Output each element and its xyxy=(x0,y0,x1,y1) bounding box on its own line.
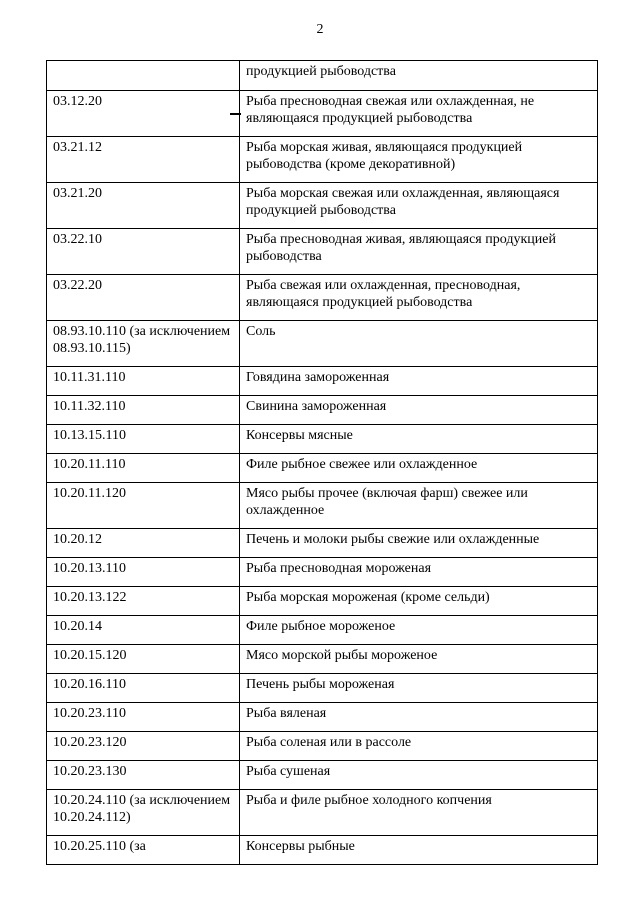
code-cell: 10.20.12 xyxy=(47,529,240,558)
code-cell: 03.21.12 xyxy=(47,137,240,183)
name-cell: Консервы мясные xyxy=(240,425,598,454)
table-row xyxy=(47,761,598,790)
table-row xyxy=(47,367,598,396)
table-row xyxy=(47,616,598,645)
code-cell: 10.20.11.110 xyxy=(47,454,240,483)
table-row xyxy=(47,732,598,761)
name-cell: Рыба пресноводная мороженая xyxy=(240,558,598,587)
code-cell: 10.20.24.110 (за исключением 10.20.24.112) xyxy=(47,790,240,836)
table-row xyxy=(47,836,598,865)
name-cell: Филе рыбное мороженое xyxy=(240,616,598,645)
table-row xyxy=(47,529,598,558)
name-cell: Соль xyxy=(240,321,598,367)
table-row xyxy=(47,396,598,425)
table-row xyxy=(47,275,598,321)
code-cell: 08.93.10.110 (за исключением 08.93.10.115) xyxy=(47,321,240,367)
code-cell: 10.13.15.110 xyxy=(47,425,240,454)
code-cell: 10.20.25.110 (за xyxy=(47,836,240,865)
code-cell: 10.11.31.110 xyxy=(47,367,240,396)
name-cell: продукцией рыбоводства xyxy=(240,61,598,91)
table-row xyxy=(47,558,598,587)
name-cell: Говядина замороженная xyxy=(240,367,598,396)
code-cell: 03.12.20 xyxy=(47,91,240,137)
name-cell: Консервы рыбные xyxy=(240,836,598,865)
table-row xyxy=(47,587,598,616)
name-cell: Мясо морской рыбы мороженое xyxy=(240,645,598,674)
code-cell: 10.20.23.120 xyxy=(47,732,240,761)
code-cell: 10.20.13.122 xyxy=(47,587,240,616)
name-cell: Мясо рыбы прочее (включая фарш) свежее или охлажденное xyxy=(240,483,598,529)
name-cell: Печень и молоки рыбы свежие или охлажденные xyxy=(240,529,598,558)
code-cell: 03.22.10 xyxy=(47,229,240,275)
name-cell: Рыба вяленая xyxy=(240,703,598,732)
table-row xyxy=(47,674,598,703)
table-row xyxy=(47,229,598,275)
code-cell: 10.20.15.120 xyxy=(47,645,240,674)
name-cell: Рыба и филе рыбное холодного копчения xyxy=(240,790,598,836)
handwritten-dash-mark xyxy=(230,113,241,115)
code-cell: 03.22.20 xyxy=(47,275,240,321)
name-cell: Рыба пресноводная свежая или охлажденная, не являющаяся продукцией рыбоводства xyxy=(240,91,598,137)
name-cell: Рыба сушеная xyxy=(240,761,598,790)
name-cell: Рыба свежая или охлажденная, пресноводная, являющаяся продукцией рыбоводства xyxy=(240,275,598,321)
code-cell: 10.20.16.110 xyxy=(47,674,240,703)
table-row xyxy=(47,790,598,836)
table-row xyxy=(47,91,598,137)
code-cell: 10.20.23.130 xyxy=(47,761,240,790)
table-row xyxy=(47,703,598,732)
name-cell: Рыба морская живая, являющаяся продукцией рыбоводства (кроме декоративной) xyxy=(240,137,598,183)
name-cell: Филе рыбное свежее или охлажденное xyxy=(240,454,598,483)
table-row xyxy=(47,321,598,367)
page-number: 2 xyxy=(316,22,324,37)
code-cell: 10.20.23.110 xyxy=(47,703,240,732)
name-cell: Рыба соленая или в рассоле xyxy=(240,732,598,761)
table-row xyxy=(47,425,598,454)
name-cell: Печень рыбы мороженая xyxy=(240,674,598,703)
code-cell: 10.11.32.110 xyxy=(47,396,240,425)
name-cell: Свинина замороженная xyxy=(240,396,598,425)
code-cell xyxy=(47,61,240,91)
table-row xyxy=(47,137,598,183)
code-cell: 03.21.20 xyxy=(47,183,240,229)
code-cell: 10.20.14 xyxy=(47,616,240,645)
name-cell: Рыба морская мороженая (кроме сельди) xyxy=(240,587,598,616)
name-cell: Рыба пресноводная живая, являющаяся продукцией рыбоводства xyxy=(240,229,598,275)
code-cell: 10.20.11.120 xyxy=(47,483,240,529)
code-cell: 10.20.13.110 xyxy=(47,558,240,587)
codes-table xyxy=(46,60,598,865)
table-row xyxy=(47,183,598,229)
table-row xyxy=(47,483,598,529)
table-row xyxy=(47,454,598,483)
name-cell: Рыба морская свежая или охлажденная, являющаяся продукцией рыбоводства xyxy=(240,183,598,229)
table-row xyxy=(47,61,598,91)
table-row xyxy=(47,645,598,674)
